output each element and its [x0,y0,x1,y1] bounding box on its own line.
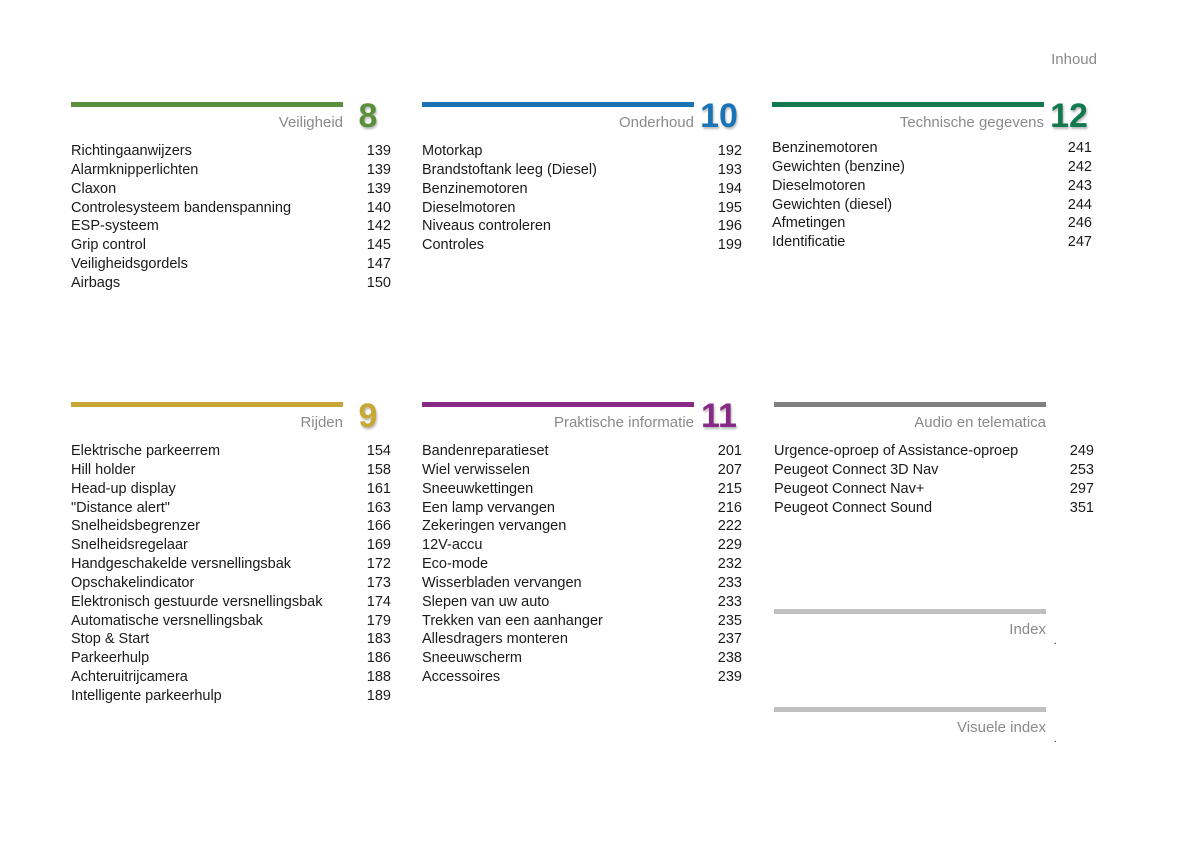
page-header-title: Inhoud [1051,51,1097,68]
toc-entry[interactable] [422,180,744,199]
toc-entry-label: 12V-accu [422,537,483,554]
toc-entry-page-number: 139 [366,161,391,178]
visual-index-marker: . [1053,731,1057,745]
toc-entry-label: Afmetingen [772,215,846,232]
section-color-bar [71,102,343,107]
section-header [71,97,393,142]
toc-entry-page-number: 351 [1069,499,1094,516]
toc-entry[interactable] [774,480,1096,499]
toc-entry[interactable] [71,142,393,161]
section-audio-en-telematica [774,402,1096,517]
toc-entry[interactable] [71,480,393,499]
toc-entry-page-number: 215 [717,480,742,497]
section-color-bar [422,102,694,107]
toc-entry[interactable] [71,161,393,180]
toc-entry-page-number: 246 [1067,215,1092,232]
toc-entry-page-number: 244 [1067,196,1092,213]
toc-entry[interactable] [772,196,1094,215]
toc-entry-page-number: 161 [366,480,391,497]
toc-entry[interactable] [71,461,393,480]
toc-entry-page-number: 201 [717,443,742,459]
toc-entry-label: Motorkap [422,143,483,159]
toc-entry-page-number: 233 [717,593,742,610]
toc-entry-page-number: 154 [366,443,391,459]
toc-entry[interactable] [422,442,744,461]
toc-entry[interactable] [422,480,744,499]
toc-entry-list [774,442,1096,517]
toc-entry-label: Gewichten (benzine) [772,158,905,175]
toc-entry[interactable] [71,593,393,612]
toc-entry[interactable] [71,180,393,199]
visual-index-section[interactable] [774,707,1057,747]
toc-entry-page-number: 142 [366,218,391,235]
section-color-bar [774,609,1046,614]
section-onderhoud [422,97,744,255]
toc-entry[interactable] [772,177,1094,196]
toc-entry[interactable] [422,593,744,612]
toc-entry-page-number: 238 [717,650,742,667]
toc-entry-label: Allesdragers monteren [422,631,568,648]
section-praktische-informatie [422,397,744,687]
toc-entry-list [71,442,393,706]
toc-entry-page-number: 249 [1069,443,1094,459]
section-header [772,97,1094,139]
toc-entry[interactable] [71,274,393,293]
toc-entry[interactable] [71,517,393,536]
toc-entry[interactable] [422,517,744,536]
section-header [422,397,744,442]
section-color-bar [71,402,343,407]
toc-entry-label: Controles [422,237,485,254]
toc-entry-label: Controlesysteem bandenspanning [71,199,292,216]
toc-entry-page-number: 297 [1069,480,1094,497]
toc-entry-label: Urgence-oproep of Assistance-oproep [774,443,1019,459]
toc-entry-page-number: 139 [366,180,391,197]
toc-entry-label: Elektronisch gestuurde versnellingsbak [71,593,323,610]
section-color-bar [772,102,1044,107]
section-rijden [71,397,393,706]
section-color-bar [774,402,1046,407]
toc-entry-label: Eco-mode [422,556,489,573]
toc-entry-page-number: 241 [1067,140,1092,156]
section-title[interactable]: Onderhoud [618,114,694,131]
toc-entry-label: Grip control [71,237,146,254]
toc-entry-page-number: 222 [717,518,742,535]
toc-entry[interactable] [774,461,1096,480]
toc-entry[interactable] [71,536,393,555]
toc-entry-page-number: 140 [366,199,391,216]
toc-entry-page-number: 193 [717,161,742,178]
toc-entry-page-number: 145 [366,237,391,254]
toc-entry[interactable] [71,442,393,461]
section-color-bar [774,707,1046,712]
toc-entry[interactable] [71,668,393,687]
toc-entry-page-number: 174 [366,593,391,610]
toc-entry[interactable] [422,236,744,255]
section-header [422,97,744,142]
section-number: 8 [358,97,378,135]
toc-entry-page-number: 169 [366,537,391,554]
toc-entry[interactable] [422,199,744,218]
toc-entry-label: Dieselmotoren [772,177,866,194]
toc-entry[interactable] [772,233,1094,252]
toc-entry-label: ESP-systeem [71,218,159,235]
toc-entry-label: Richtingaanwijzers [71,143,192,159]
toc-entry-label: Benzinemotoren [422,180,528,197]
toc-entry-label: Automatische versnellingsbak [71,612,263,629]
toc-entry-page-number: 150 [366,274,391,291]
toc-entry-page-number: 229 [717,537,742,554]
toc-entry-label: Identificatie [772,234,846,251]
toc-entry-page-number: 216 [717,499,742,516]
toc-entry-label: Parkeerhulp [71,650,150,667]
toc-entry-label: Een lamp vervangen [422,499,555,516]
toc-entry-page-number: 189 [366,687,391,704]
toc-entry-page-number: 207 [717,461,742,478]
toc-entry[interactable] [422,142,744,161]
toc-entry-page-number: 183 [366,631,391,648]
toc-entry-label: Dieselmotoren [422,199,516,216]
toc-entry-page-number: 186 [366,650,391,667]
toc-entry[interactable] [422,649,744,668]
toc-entry-label: Handgeschakelde versnellingsbak [71,556,292,573]
section-title[interactable]: Veiligheid [278,114,343,131]
section-number: 9 [358,397,378,435]
toc-entry[interactable] [422,555,744,574]
section-number: 12 [1050,97,1088,135]
toc-entry-label: Elektrische parkeerrem [71,443,221,459]
toc-entry-label: Peugeot Connect 3D Nav [774,461,939,478]
toc-entry[interactable] [71,687,393,706]
toc-entry-page-number: 173 [366,574,391,591]
toc-entry-label: Intelligente parkeerhulp [71,687,222,704]
toc-entry-page-number: 172 [366,556,391,573]
toc-entry[interactable] [71,649,393,668]
toc-entry[interactable] [422,461,744,480]
toc-entry-label: Stop & Start [71,631,150,648]
section-title[interactable]: Praktische informatie [553,414,694,431]
toc-entry[interactable] [422,217,744,236]
toc-entry-label: Claxon [71,180,117,197]
toc-entry-label: Wisserbladen vervangen [422,574,582,591]
toc-entry[interactable] [71,499,393,518]
toc-entry[interactable] [71,255,393,274]
toc-entry[interactable] [71,612,393,631]
toc-entry[interactable] [422,536,744,555]
toc-entry-page-number: 247 [1067,234,1092,251]
toc-entry-label: Gewichten (diesel) [772,196,893,213]
toc-entry-label: Slepen van uw auto [422,593,550,610]
toc-entry-label: Wiel verwisselen [422,461,530,478]
visual-index-link[interactable]: Visuele index [957,719,1046,736]
section-number: 10 [700,97,738,135]
toc-entry-page-number: 235 [717,612,742,629]
index-section[interactable] [774,609,1057,649]
toc-entry[interactable] [774,442,1096,461]
toc-entry-page-number: 158 [366,461,391,478]
section-technische-gegevens [772,97,1094,252]
toc-entry[interactable] [422,630,744,649]
section-veiligheid [71,97,393,293]
toc-entry-label: Niveaus controleren [422,218,551,235]
toc-entry-label: Zekeringen vervangen [422,518,567,535]
index-link[interactable]: Index [1009,621,1046,638]
toc-entry-label: Peugeot Connect Nav+ [774,480,925,497]
toc-entry-label: Benzinemotoren [772,140,878,156]
toc-entry-page-number: 243 [1067,177,1092,194]
toc-entry[interactable] [71,236,393,255]
toc-entry-page-number: 166 [366,518,391,535]
toc-entry-label: Brandstoftank leeg (Diesel) [422,161,597,178]
toc-entry[interactable] [71,630,393,649]
toc-entry[interactable] [772,139,1094,158]
toc-entry-page-number: 233 [717,574,742,591]
toc-entry-page-number: 242 [1067,158,1092,175]
toc-entry[interactable] [422,612,744,631]
toc-entry-page-number: 194 [717,180,742,197]
toc-entry-list [772,139,1094,252]
toc-entry-label: Trekken van een aanhanger [422,612,603,629]
toc-entry[interactable] [422,574,744,593]
toc-entry-page-number: 147 [366,256,391,273]
section-number: 11 [701,397,737,435]
toc-entry-page-number: 199 [717,237,742,254]
toc-entry[interactable] [422,499,744,518]
toc-entry-list [422,442,744,687]
toc-entry-label: Hill holder [71,461,136,478]
toc-entry-label: Opschakelindicator [71,574,195,591]
toc-entry-page-number: 179 [366,612,391,629]
toc-entry-page-number: 239 [717,669,742,686]
toc-entry-label: Snelheidsbegrenzer [71,518,200,535]
section-title[interactable]: Rijden [300,414,343,431]
toc-entry-label: Sneeuwkettingen [422,480,534,497]
toc-entry-page-number: 139 [366,143,391,159]
toc-entry-label: "Distance alert" [71,499,170,516]
toc-entry-label: Bandenreparatieset [422,443,549,459]
toc-entry-label: Airbags [71,274,121,291]
toc-entry-page-number: 237 [717,631,742,648]
toc-entry[interactable] [422,161,744,180]
toc-entry-list [71,142,393,293]
toc-entry[interactable] [71,199,393,218]
toc-entry-page-number: 253 [1069,461,1094,478]
toc-entry-page-number: 163 [366,499,391,516]
toc-entry[interactable] [71,574,393,593]
toc-entry[interactable] [772,158,1094,177]
section-title[interactable]: Technische gegevens [899,114,1044,131]
section-color-bar [422,402,694,407]
section-header [71,397,393,442]
toc-entry-label: Achteruitrijcamera [71,669,188,686]
toc-entry-label: Sneeuwscherm [422,650,522,667]
toc-entry-label: Accessoires [422,669,501,686]
toc-entry-page-number: 192 [717,143,742,159]
index-marker: . [1053,633,1057,647]
toc-entry-page-number: 232 [717,556,742,573]
toc-entry-label: Veiligheidsgordels [71,256,188,273]
toc-entry[interactable] [774,499,1096,518]
toc-entry-page-number: 195 [717,199,742,216]
toc-entry-label: Alarmknipperlichten [71,161,199,178]
toc-entry-page-number: 196 [717,218,742,235]
toc-entry[interactable] [71,217,393,236]
toc-entry-label: Head-up display [71,480,176,497]
toc-entry[interactable] [71,555,393,574]
section-header [774,402,1096,442]
section-title[interactable]: Audio en telematica [914,414,1046,431]
toc-entry-page-number: 188 [366,669,391,686]
toc-entry-label: Peugeot Connect Sound [774,499,933,516]
toc-entry-list [422,142,744,255]
toc-entry[interactable] [422,668,744,687]
toc-entry[interactable] [772,214,1094,233]
toc-entry-label: Snelheidsregelaar [71,537,188,554]
